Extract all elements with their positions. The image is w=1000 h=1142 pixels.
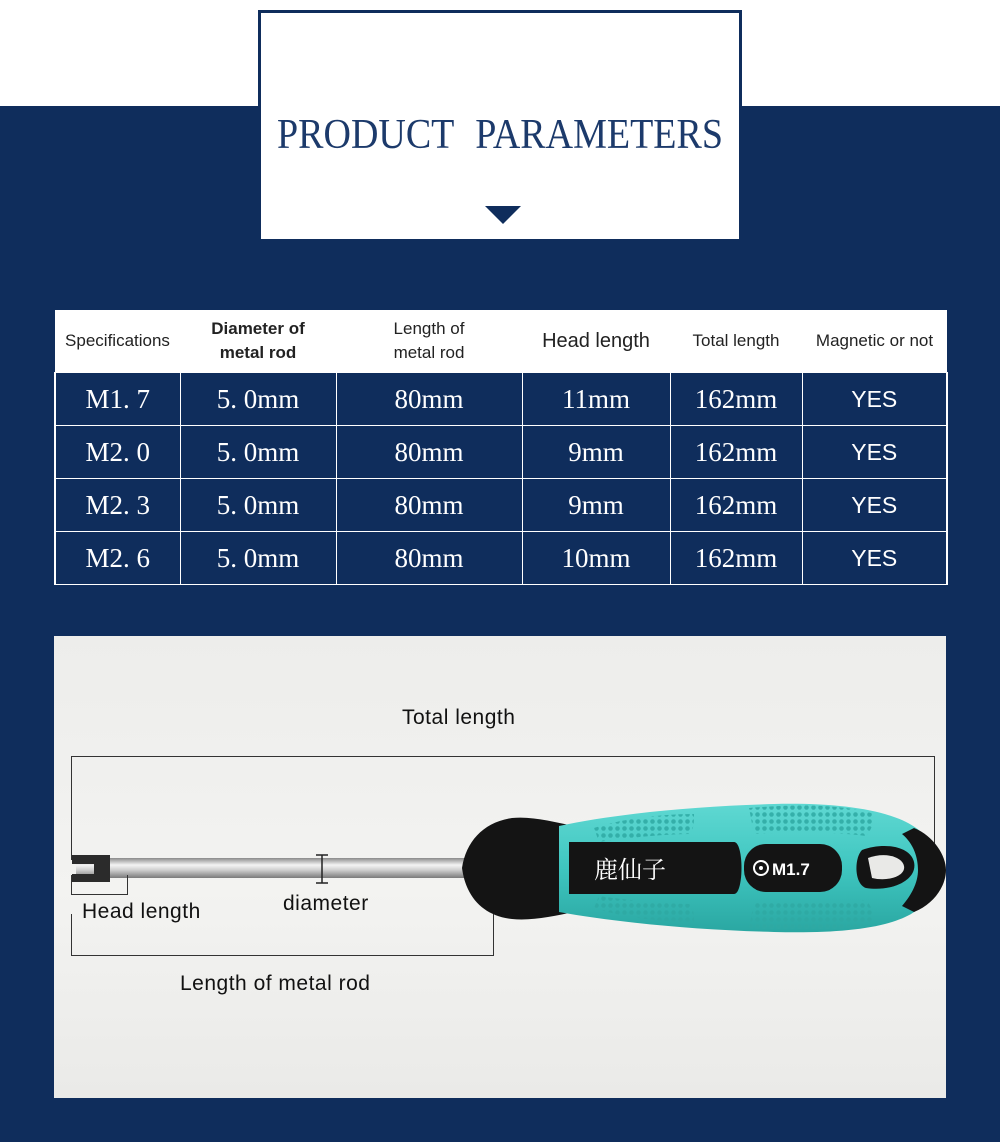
header-label: Length of <box>393 319 465 338</box>
head-length-label: Head length <box>82 900 201 923</box>
header-label: Diameter of <box>211 319 305 338</box>
metal-rod <box>76 858 476 878</box>
header-head-length <box>522 310 670 373</box>
brand-text: 鹿仙子 <box>594 856 666 884</box>
cell-spec: M1. 7 <box>55 373 180 426</box>
header-magnetic <box>802 310 947 373</box>
rod-length-bracket <box>71 914 494 956</box>
cell-spec: M2. 3 <box>55 479 180 532</box>
down-arrow-icon <box>485 206 521 224</box>
cell-rod-length: 80mm <box>336 532 522 585</box>
header-rod-length <box>336 310 522 373</box>
cell-rod-length: 80mm <box>336 479 522 532</box>
cell-diameter: 5. 0mm <box>180 426 336 479</box>
cell-head-length: 9mm <box>522 479 670 532</box>
header-diameter <box>180 310 336 373</box>
table-row <box>55 426 947 479</box>
spec-table <box>54 310 948 585</box>
cell-rod-length: 80mm <box>336 373 522 426</box>
table-header-row <box>55 310 947 373</box>
header-label: metal rod <box>219 343 297 362</box>
diameter-label: diameter <box>283 892 369 915</box>
cell-magnetic: YES <box>802 479 947 532</box>
cell-magnetic: YES <box>802 426 947 479</box>
header-label: Magnetic or not <box>815 331 934 350</box>
cell-total-length: 162mm <box>670 426 802 479</box>
cell-magnetic: YES <box>802 373 947 426</box>
cell-diameter: 5. 0mm <box>180 373 336 426</box>
total-length-label: Total length <box>402 706 516 729</box>
cell-diameter: 5. 0mm <box>180 479 336 532</box>
cell-head-length: 11mm <box>522 373 670 426</box>
cell-spec: M2. 0 <box>55 426 180 479</box>
header-label: Total length <box>692 331 780 350</box>
cell-total-length: 162mm <box>670 479 802 532</box>
header-label: metal rod <box>393 343 465 362</box>
header-label: Specifications <box>65 331 170 350</box>
table-row <box>55 373 947 426</box>
size-text: M1.7 <box>772 860 810 879</box>
rod-length-label: Length of metal rod <box>180 972 371 995</box>
product-diagram-panel <box>54 636 946 1098</box>
cell-total-length: 162mm <box>670 532 802 585</box>
cell-rod-length: 80mm <box>336 426 522 479</box>
header-label: Head length <box>542 330 650 352</box>
screwdriver-illustration <box>54 636 946 1098</box>
handle-collar <box>462 818 574 920</box>
header-total-length <box>670 310 802 373</box>
head-length-bracket <box>71 875 128 895</box>
cell-spec: M2. 6 <box>55 532 180 585</box>
cell-head-length: 10mm <box>522 532 670 585</box>
cell-head-length: 9mm <box>522 426 670 479</box>
cell-diameter: 5. 0mm <box>180 532 336 585</box>
header-specifications <box>55 310 180 373</box>
table-row <box>55 532 947 585</box>
cell-magnetic: YES <box>802 532 947 585</box>
page-title: PRODUCT PARAMETERS <box>277 111 723 159</box>
title-card <box>258 10 742 242</box>
table-row <box>55 479 947 532</box>
cell-total-length: 162mm <box>670 373 802 426</box>
